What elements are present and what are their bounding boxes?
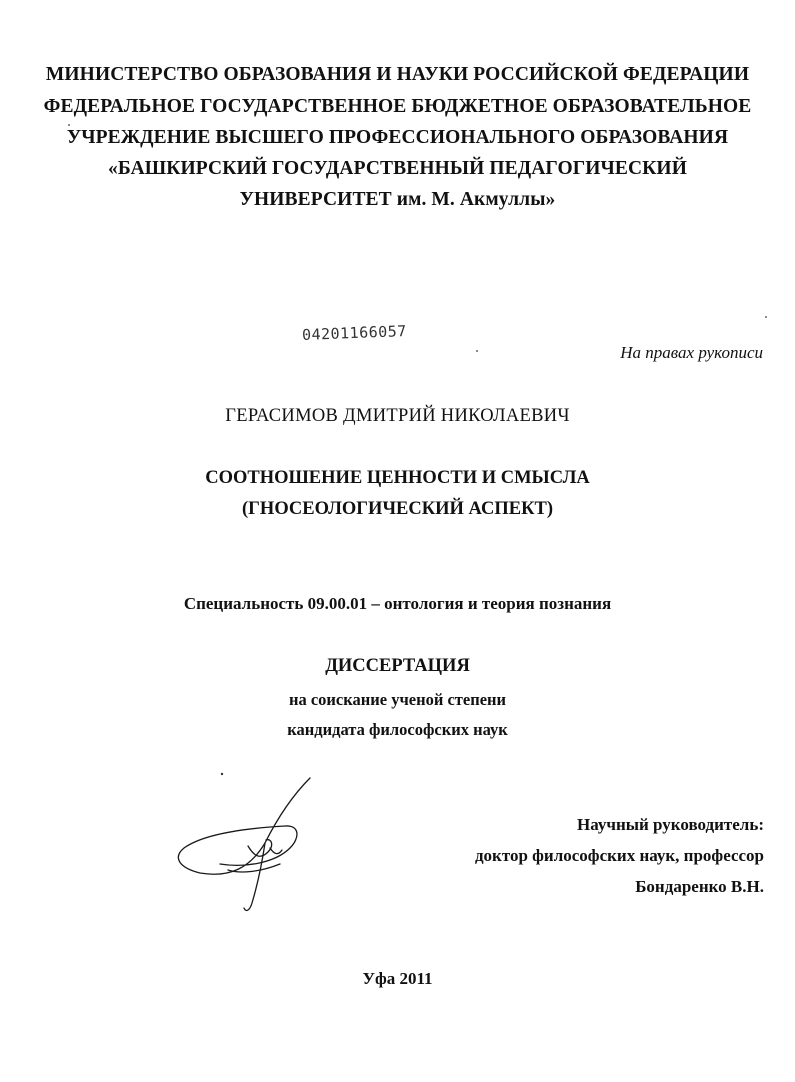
author-name: ГЕРАСИМОВ ДМИТРИЙ НИКОЛАЕВИЧ xyxy=(225,406,570,426)
dissertation-label: ДИССЕРТАЦИЯ xyxy=(325,656,470,676)
scan-speck xyxy=(765,316,767,318)
advisor-credentials: доктор философских наук, профессор xyxy=(474,846,764,865)
specialty: Специальность 09.00.01 – онтология и теория познания xyxy=(183,594,612,613)
signature-stroke-2 xyxy=(244,843,265,910)
dissertation-title-line-1: СООТНОШЕНИЕ ЦЕННОСТИ И СМЫСЛА xyxy=(205,468,590,488)
header-institution-type: ФЕДЕРАЛЬНОЕ ГОСУДАРСТВЕННОЕ БЮДЖЕТНОЕ ОБРАЗОВАТЕЛЬНОЕ xyxy=(43,96,752,117)
header-ministry: МИНИСТЕРСТВО ОБРАЗОВАНИЯ И НАУКИ РОССИЙСКОЙ ФЕДЕРАЦИИ xyxy=(45,64,750,85)
signature-stroke-1 xyxy=(178,778,310,874)
header-university-name: «БАШКИРСКИЙ ГОСУДАРСТВЕННЫЙ ПЕДАГОГИЧЕСКИЙ xyxy=(108,158,687,179)
degree-line-2: кандидата философских наук xyxy=(287,720,508,739)
signature-stroke-3 xyxy=(248,840,272,857)
city-year: Уфа 2011 xyxy=(362,969,433,988)
header-university-name-cont: УНИВЕРСИТЕТ им. М. Акмуллы» xyxy=(239,189,556,210)
header-institution-level: УЧРЕЖДЕНИЕ ВЫСШЕГО ПРОФЕССИОНАЛЬНОГО ОБРАЗОВАНИЯ xyxy=(66,127,729,148)
scan-speck xyxy=(68,124,70,126)
scan-speck xyxy=(476,350,478,352)
signature-icon xyxy=(170,768,330,918)
inventory-number: 04201166057 xyxy=(301,321,408,344)
degree-line-1: на соискание ученой степени xyxy=(288,690,507,709)
signature-stroke-4 xyxy=(270,848,282,854)
advisor-heading: Научный руководитель: xyxy=(577,815,764,834)
manuscript-rights: На правах рукописи xyxy=(620,343,763,362)
dissertation-title-line-2: (ГНОСЕОЛОГИЧЕСКИЙ АСПЕКТ) xyxy=(242,499,553,519)
advisor-name: Бондаренко В.Н. xyxy=(635,877,764,896)
signature-dot xyxy=(221,773,223,775)
